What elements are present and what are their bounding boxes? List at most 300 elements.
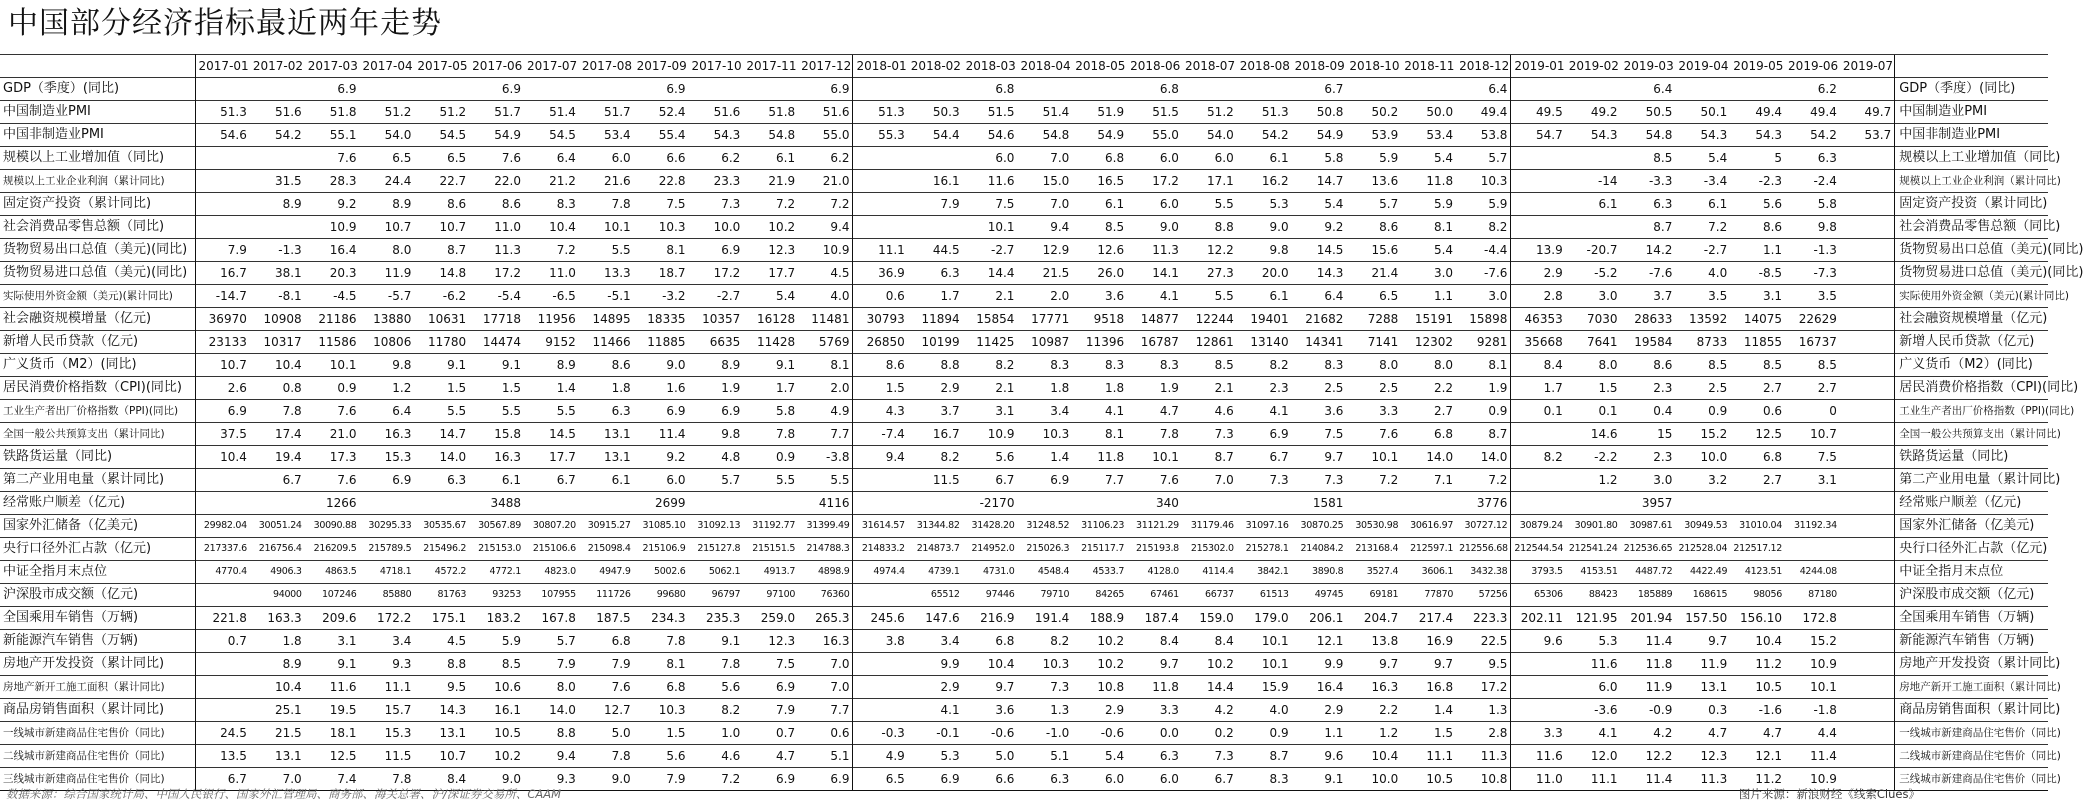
value-cell: -7.6 — [1456, 262, 1511, 285]
value-cell: 6.7 — [195, 768, 250, 791]
value-cell: 6.1 — [579, 469, 634, 492]
value-cell: 4.6 — [688, 745, 743, 768]
value-cell: 10.4 — [963, 653, 1018, 676]
value-cell — [1840, 354, 1895, 377]
value-cell: 7.4 — [305, 768, 360, 791]
value-cell: 4974.4 — [853, 561, 908, 584]
value-cell: 212528.04 — [1675, 538, 1730, 561]
value-cell: 3.1 — [1730, 285, 1785, 308]
value-cell: 215153.0 — [469, 538, 524, 561]
indicator-table — [0, 54, 2083, 791]
value-cell — [908, 492, 963, 515]
value-cell: 107246 — [305, 584, 360, 607]
value-cell: 15.2 — [1675, 423, 1730, 446]
value-cell: 9152 — [524, 331, 579, 354]
value-cell: 8.2 — [1237, 354, 1292, 377]
value-cell — [1840, 170, 1895, 193]
value-cell — [853, 216, 908, 239]
value-cell: 8.2 — [1017, 630, 1072, 653]
value-cell: 245.6 — [853, 607, 908, 630]
value-cell: 5.5 — [524, 400, 579, 423]
month-header: 2017-11 — [743, 55, 798, 78]
value-cell: 11.6 — [963, 170, 1018, 193]
value-cell: -8.5 — [1730, 262, 1785, 285]
value-cell: 8.2 — [908, 446, 963, 469]
value-cell: -14.7 — [195, 285, 250, 308]
value-cell: 54.8 — [1017, 124, 1072, 147]
value-cell: 6.7 — [963, 469, 1018, 492]
value-cell: 234.3 — [634, 607, 689, 630]
value-cell: 10.9 — [963, 423, 1018, 446]
value-cell — [853, 492, 908, 515]
row-label-right: 工业生产者出厂价格指数（PPI)(同比) — [1895, 400, 2048, 423]
value-cell: 5.6 — [634, 745, 689, 768]
value-cell: 3488 — [469, 492, 524, 515]
value-cell: 96797 — [688, 584, 743, 607]
value-cell: 9.1 — [469, 354, 524, 377]
value-cell: -5.4 — [469, 285, 524, 308]
value-cell: 55.3 — [853, 124, 908, 147]
value-cell — [1840, 331, 1895, 354]
value-cell: 9281 — [1456, 331, 1511, 354]
value-cell: 9.0 — [579, 768, 634, 791]
value-cell: 61513 — [1237, 584, 1292, 607]
value-cell — [195, 584, 250, 607]
value-cell: 13592 — [1675, 308, 1730, 331]
value-cell: 13880 — [360, 308, 415, 331]
value-cell — [1840, 538, 1895, 561]
value-cell: 6.8 — [963, 78, 1018, 101]
value-cell: 54.3 — [1566, 124, 1621, 147]
value-cell: 4.6 — [1182, 400, 1237, 423]
table-row — [0, 354, 2048, 377]
value-cell: 8.6 — [853, 354, 908, 377]
value-cell: 215302.0 — [1182, 538, 1237, 561]
value-cell: 14341 — [1292, 331, 1347, 354]
table-body — [0, 78, 2083, 791]
value-cell: 6.9 — [688, 239, 743, 262]
value-cell: 2.9 — [1072, 699, 1127, 722]
value-cell: 7.0 — [798, 676, 853, 699]
value-cell: 14.8 — [414, 262, 469, 285]
value-cell: 8.8 — [1182, 216, 1237, 239]
value-cell — [1511, 216, 1566, 239]
row-label-right: 居民消费价格指数（CPI)(同比) — [1895, 377, 2048, 400]
header-corner — [0, 55, 195, 78]
value-cell: 9.8 — [360, 354, 415, 377]
value-cell: 7.8 — [579, 745, 634, 768]
value-cell: 6.7 — [250, 469, 305, 492]
value-cell: 3.3 — [1127, 699, 1182, 722]
value-cell — [1840, 469, 1895, 492]
value-cell: 5.3 — [908, 745, 963, 768]
value-cell: 51.2 — [1182, 101, 1237, 124]
value-cell: 31192.34 — [1785, 515, 1840, 538]
value-cell: 8.7 — [414, 239, 469, 262]
value-cell: 8.9 — [250, 193, 305, 216]
value-cell: 7.9 — [908, 193, 963, 216]
value-cell: 4.0 — [798, 285, 853, 308]
value-cell: 201.94 — [1621, 607, 1676, 630]
value-cell: 5062.1 — [688, 561, 743, 584]
value-cell: 0.6 — [1730, 400, 1785, 423]
value-cell — [853, 78, 908, 101]
value-cell: 11956 — [524, 308, 579, 331]
value-cell: 16737 — [1785, 331, 1840, 354]
value-cell: 188.9 — [1072, 607, 1127, 630]
month-header: 2018-07 — [1182, 55, 1237, 78]
value-cell: 12861 — [1182, 331, 1237, 354]
value-cell — [853, 676, 908, 699]
value-cell — [1840, 492, 1895, 515]
value-cell: 168615 — [1675, 584, 1730, 607]
value-cell: 10.7 — [414, 216, 469, 239]
value-cell: 8.4 — [1127, 630, 1182, 653]
value-cell: 21.4 — [1346, 262, 1401, 285]
value-cell: 216209.5 — [305, 538, 360, 561]
value-cell: 6.9 — [743, 768, 798, 791]
value-cell: 14.6 — [1566, 423, 1621, 446]
value-cell: 21682 — [1292, 308, 1347, 331]
value-cell: 111726 — [579, 584, 634, 607]
value-cell: 54.6 — [963, 124, 1018, 147]
value-cell: 1.5 — [853, 377, 908, 400]
value-cell: 53.8 — [1456, 124, 1511, 147]
value-cell: 30567.89 — [469, 515, 524, 538]
value-cell: 17718 — [469, 308, 524, 331]
value-cell: 6.9 — [634, 78, 689, 101]
row-label: 货物贸易进口总值（美元)(同比) — [0, 262, 195, 285]
value-cell: 1.1 — [1292, 722, 1347, 745]
value-cell: 9.4 — [798, 216, 853, 239]
value-cell: 51.9 — [1072, 101, 1127, 124]
value-cell: 11.3 — [1675, 768, 1730, 791]
value-cell: 1.9 — [1456, 377, 1511, 400]
row-label-right: 中证全指月末点位 — [1895, 561, 2048, 584]
value-cell: 3.6 — [1072, 285, 1127, 308]
value-cell: 8.3 — [1072, 354, 1127, 377]
value-cell: 9.8 — [1785, 216, 1840, 239]
value-cell: 12302 — [1401, 331, 1456, 354]
value-cell: -2.7 — [688, 285, 743, 308]
value-cell: 22.7 — [414, 170, 469, 193]
value-cell: 12.3 — [1675, 745, 1730, 768]
value-cell: 6.1 — [1566, 193, 1621, 216]
value-cell: 17.2 — [1456, 676, 1511, 699]
value-cell: 5.5 — [1182, 193, 1237, 216]
value-cell: 10.2 — [1072, 630, 1127, 653]
value-cell: 1.7 — [1511, 377, 1566, 400]
value-cell: 87180 — [1785, 584, 1840, 607]
value-cell: 17.1 — [1182, 170, 1237, 193]
value-cell: 54.3 — [1675, 124, 1730, 147]
value-cell: 49.2 — [1566, 101, 1621, 124]
value-cell: 10.1 — [963, 216, 1018, 239]
value-cell: 37.5 — [195, 423, 250, 446]
value-cell: 3.4 — [908, 630, 963, 653]
value-cell: 5.5 — [469, 400, 524, 423]
value-cell: 8.1 — [1456, 354, 1511, 377]
value-cell: 54.7 — [1511, 124, 1566, 147]
value-cell: 10.4 — [250, 676, 305, 699]
value-cell: 93253 — [469, 584, 524, 607]
value-cell: 7.5 — [1292, 423, 1347, 446]
value-cell: 209.6 — [305, 607, 360, 630]
value-cell: 6.2 — [1785, 78, 1840, 101]
value-cell: 31106.23 — [1072, 515, 1127, 538]
value-cell: 1.5 — [1566, 377, 1621, 400]
value-cell: 7.0 — [1182, 469, 1237, 492]
table-row — [0, 170, 2048, 193]
value-cell: 1.2 — [1346, 722, 1401, 745]
value-cell: 10.3 — [1017, 653, 1072, 676]
value-cell: 7.2 — [688, 768, 743, 791]
month-header: 2018-08 — [1237, 55, 1292, 78]
value-cell: 2.3 — [1621, 377, 1676, 400]
value-cell: 6.4 — [524, 147, 579, 170]
value-cell — [1511, 469, 1566, 492]
row-label-right: 货物贸易进口总值（美元)(同比) — [1895, 262, 2048, 285]
value-cell: 4.5 — [798, 262, 853, 285]
value-cell: 13.1 — [1675, 676, 1730, 699]
value-cell: 52.4 — [634, 101, 689, 124]
value-cell: 1.8 — [250, 630, 305, 653]
value-cell: 9.5 — [414, 676, 469, 699]
value-cell: 9.6 — [1511, 630, 1566, 653]
row-label-right: 规模以上工业增加值（同比) — [1895, 147, 2048, 170]
value-cell: 2.2 — [1346, 699, 1401, 722]
value-cell: 8.2 — [963, 354, 1018, 377]
value-cell: 217.4 — [1401, 607, 1456, 630]
value-cell: 5.3 — [1566, 630, 1621, 653]
value-cell: 8.3 — [1237, 768, 1292, 791]
value-cell: 25.1 — [250, 699, 305, 722]
value-cell: 9.4 — [1017, 216, 1072, 239]
value-cell: 7.6 — [579, 676, 634, 699]
value-cell: 16.8 — [1401, 676, 1456, 699]
value-cell: 4.7 — [1730, 722, 1785, 745]
value-cell: 7.8 — [250, 400, 305, 423]
value-cell — [1730, 78, 1785, 101]
value-cell: 16.1 — [908, 170, 963, 193]
value-cell: 7141 — [1346, 331, 1401, 354]
value-cell — [250, 147, 305, 170]
value-cell: 12.5 — [1730, 423, 1785, 446]
value-cell: 6.8 — [634, 676, 689, 699]
value-cell: 3.2 — [1675, 469, 1730, 492]
value-cell: 11.5 — [908, 469, 963, 492]
value-cell: 10.7 — [414, 745, 469, 768]
value-cell: 3.6 — [963, 699, 1018, 722]
value-cell: 8.5 — [1182, 354, 1237, 377]
month-header: 2019-07 — [1840, 55, 1895, 78]
value-cell: 9.5 — [1456, 653, 1511, 676]
value-cell: 6.9 — [688, 400, 743, 423]
table-row — [0, 676, 2048, 699]
value-cell: 4.1 — [1127, 285, 1182, 308]
value-cell: 6.5 — [414, 147, 469, 170]
value-cell: 8.2 — [1511, 446, 1566, 469]
month-header: 2018-01 — [853, 55, 908, 78]
value-cell — [195, 216, 250, 239]
value-cell: 5.8 — [743, 400, 798, 423]
value-cell: 51.8 — [305, 101, 360, 124]
value-cell — [360, 78, 415, 101]
value-cell: 8.0 — [1401, 354, 1456, 377]
value-cell: 7030 — [1566, 308, 1621, 331]
value-cell: 14.0 — [524, 699, 579, 722]
value-cell: 5 — [1730, 147, 1785, 170]
value-cell: 9.1 — [414, 354, 469, 377]
row-label: 央行口径外汇占款（亿元) — [0, 538, 195, 561]
month-header: 2017-06 — [469, 55, 524, 78]
value-cell — [1237, 78, 1292, 101]
value-cell: -4.5 — [305, 285, 360, 308]
value-cell: 10908 — [250, 308, 305, 331]
value-cell — [1785, 492, 1840, 515]
value-cell: 9.1 — [1292, 768, 1347, 791]
value-cell — [1840, 78, 1895, 101]
value-cell: 16.7 — [908, 423, 963, 446]
value-cell: 8.2 — [688, 699, 743, 722]
value-cell: 10.3 — [1017, 423, 1072, 446]
page-title: 中国部分经济指标最近两年走势 — [8, 6, 442, 41]
value-cell — [1840, 193, 1895, 216]
value-cell: 19.5 — [305, 699, 360, 722]
value-cell: 65306 — [1511, 584, 1566, 607]
value-cell: 30807.20 — [524, 515, 579, 538]
value-cell: 6.9 — [1017, 469, 1072, 492]
value-cell: 13140 — [1237, 331, 1292, 354]
value-cell: 54.5 — [524, 124, 579, 147]
row-label-right: 商品房销售面积（累计同比) — [1895, 699, 2048, 722]
value-cell: 6.6 — [634, 147, 689, 170]
value-cell: 2.9 — [1292, 699, 1347, 722]
value-cell: 214833.2 — [853, 538, 908, 561]
row-label: 规模以上工业企业利润（累计同比) — [0, 170, 195, 193]
value-cell: 8.6 — [469, 193, 524, 216]
value-cell: 215117.7 — [1072, 538, 1127, 561]
value-cell: 10.3 — [1456, 170, 1511, 193]
value-cell: 10.0 — [1346, 768, 1401, 791]
value-cell: 6.9 — [195, 400, 250, 423]
value-cell: 54.0 — [360, 124, 415, 147]
value-cell: 1.5 — [469, 377, 524, 400]
value-cell: -0.3 — [853, 722, 908, 745]
row-label: 全国一般公共预算支出（累计同比) — [0, 423, 195, 446]
value-cell: 6.7 — [1237, 446, 1292, 469]
value-cell: 54.9 — [469, 124, 524, 147]
value-cell: 14.5 — [1292, 239, 1347, 262]
month-header: 2017-02 — [250, 55, 305, 78]
value-cell: 157.50 — [1675, 607, 1730, 630]
value-cell: 8.4 — [1182, 630, 1237, 653]
value-cell: 31010.04 — [1730, 515, 1785, 538]
value-cell: 14.7 — [1292, 170, 1347, 193]
value-cell: 191.4 — [1017, 607, 1072, 630]
value-cell — [853, 469, 908, 492]
value-cell: 212517.12 — [1730, 538, 1785, 561]
value-cell: 9.0 — [634, 354, 689, 377]
row-label-right: 全国一般公共预算支出（累计同比) — [1895, 423, 2048, 446]
value-cell: 3.0 — [1621, 469, 1676, 492]
row-label: 居民消费价格指数（CPI)(同比) — [0, 377, 195, 400]
value-cell: 10.3 — [634, 699, 689, 722]
value-cell — [1182, 78, 1237, 101]
value-cell: 28633 — [1621, 308, 1676, 331]
value-cell: 10.1 — [1346, 446, 1401, 469]
value-cell: 6.8 — [1072, 147, 1127, 170]
table-row — [0, 538, 2048, 561]
value-cell — [1840, 584, 1895, 607]
value-cell: 2.7 — [1401, 400, 1456, 423]
row-label-right: 经常账户顺差（亿元) — [1895, 492, 2048, 515]
value-cell: 7.2 — [524, 239, 579, 262]
value-cell: 3.0 — [1566, 285, 1621, 308]
value-cell: 36.9 — [853, 262, 908, 285]
value-cell: 84265 — [1072, 584, 1127, 607]
value-cell: 54.0 — [1182, 124, 1237, 147]
value-cell: 3.5 — [1785, 285, 1840, 308]
table-row — [0, 630, 2048, 653]
value-cell: 10.7 — [195, 354, 250, 377]
row-label: 房地产新开工施工面积（累计同比) — [0, 676, 195, 699]
value-cell: 8.6 — [1730, 216, 1785, 239]
value-cell: 6.3 — [908, 262, 963, 285]
value-cell: -6.5 — [524, 285, 579, 308]
value-cell: 13.5 — [195, 745, 250, 768]
value-cell: 7.8 — [743, 423, 798, 446]
value-cell: 159.0 — [1182, 607, 1237, 630]
value-cell: 7.6 — [305, 147, 360, 170]
month-header: 2019-04 — [1675, 55, 1730, 78]
value-cell — [1840, 607, 1895, 630]
value-cell: 77870 — [1401, 584, 1456, 607]
row-label: 实际使用外资金额（美元)(累计同比) — [0, 285, 195, 308]
value-cell: 54.6 — [195, 124, 250, 147]
value-cell: 18.1 — [305, 722, 360, 745]
value-cell: 10.6 — [469, 676, 524, 699]
value-cell: 7.3 — [1292, 469, 1347, 492]
value-cell: 11.9 — [1675, 653, 1730, 676]
value-cell: 15854 — [963, 308, 1018, 331]
value-cell: 67461 — [1127, 584, 1182, 607]
value-cell: 30901.80 — [1566, 515, 1621, 538]
value-cell: 30051.24 — [250, 515, 305, 538]
value-cell: 1266 — [305, 492, 360, 515]
value-cell: 4898.9 — [798, 561, 853, 584]
value-cell: 29982.04 — [195, 515, 250, 538]
value-cell: 4.2 — [1182, 699, 1237, 722]
value-cell: 156.10 — [1730, 607, 1785, 630]
value-cell: 23133 — [195, 331, 250, 354]
value-cell: 97100 — [743, 584, 798, 607]
value-cell: 17.2 — [469, 262, 524, 285]
row-label-right: 固定资产投资（累计同比) — [1895, 193, 2048, 216]
value-cell: 51.7 — [469, 101, 524, 124]
value-cell: 5.5 — [579, 239, 634, 262]
value-cell: 3.4 — [1017, 400, 1072, 423]
value-cell — [195, 170, 250, 193]
value-cell: 15191 — [1401, 308, 1456, 331]
value-cell: 11.0 — [1511, 768, 1566, 791]
value-cell: 65512 — [908, 584, 963, 607]
value-cell: 5.6 — [963, 446, 1018, 469]
value-cell: 0.7 — [743, 722, 798, 745]
value-cell: 6.5 — [1346, 285, 1401, 308]
value-cell: 5.7 — [688, 469, 743, 492]
value-cell: 4.1 — [1566, 722, 1621, 745]
